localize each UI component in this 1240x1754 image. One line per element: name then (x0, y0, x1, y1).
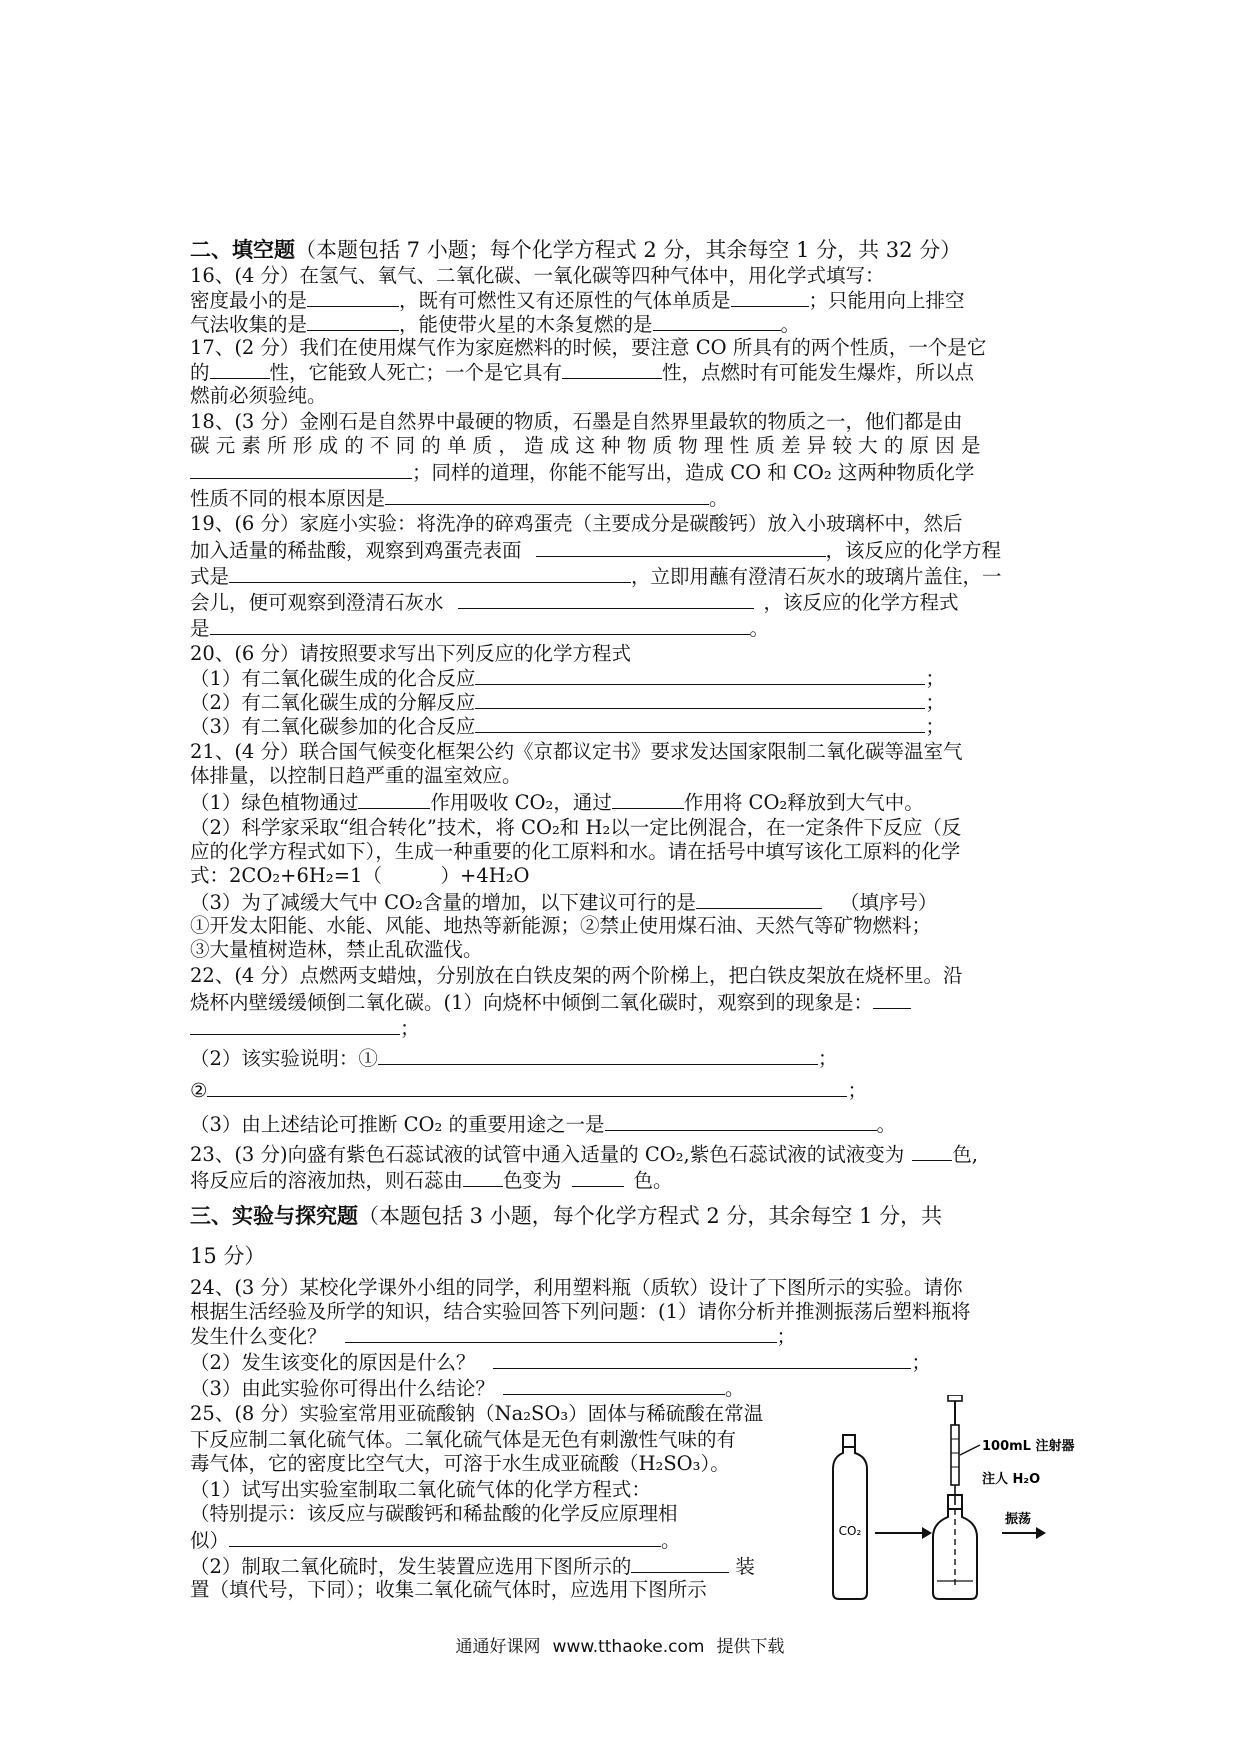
q17-line1: 17、(2 分）我们在使用煤气作为家庭燃料的时候，要注意 CO 所具有的两个性质，一个是它 (190, 336, 987, 359)
q20-item2-text: （2）有二氧化碳生成的分解反应 (190, 691, 476, 714)
q20-item2 (190, 690, 945, 715)
q23-text-e: 色。 (633, 1169, 673, 1192)
q19-line1: 19、(6 分）家庭小实验：将洗净的碎鸡蛋壳（主要成分是碳酸钙）放入小玻璃杯中，然后 (190, 512, 963, 535)
q25-line7 (190, 1554, 755, 1579)
q24-line4 (190, 1350, 931, 1375)
section-3-title: 三、实验与探究题 (190, 1204, 358, 1228)
q22-blank-1[interactable] (873, 990, 911, 1009)
q19-text-e: 会儿，便可观察到澄清石灰水 (190, 591, 444, 614)
q17-line3: 燃前必须验纯。 (190, 384, 327, 407)
q23-line2 (190, 1168, 673, 1193)
q23-line1 (190, 1142, 978, 1167)
q25-line8: 置（填代号，下同）；收集二氧化硫气体时，应选用下图所示 (190, 1578, 707, 1601)
q25-line2: 下反应制二氧化硫气体。二氧化硫气体是无色有刺激性气味的有 (190, 1428, 737, 1451)
q24-dot: 。 (724, 1377, 745, 1400)
arrow-icon (875, 1527, 932, 1539)
q22-line4 (190, 1046, 837, 1071)
q16-line1: 16、(4 分）在氢气、氧气、二氧化碳、一氧化碳等四种气体中，用化学式填写： (190, 264, 885, 287)
q20-item1 (190, 666, 945, 691)
section-2-header (190, 238, 961, 262)
q16-blank-4[interactable] (653, 312, 781, 331)
q22-line6 (190, 1112, 896, 1137)
q25-text-b: 。 (661, 1529, 681, 1552)
q16-blank-3[interactable] (307, 312, 399, 331)
q24-blank-2[interactable] (493, 1350, 911, 1369)
q22-line5 (190, 1078, 867, 1103)
experiment-figure (830, 1395, 1090, 1605)
q19-text-c: 式是 (190, 565, 230, 588)
q22-text-e: 。 (876, 1113, 897, 1136)
q17-line2 (190, 360, 974, 385)
water-label: 注人 H₂O (982, 1472, 1041, 1487)
q19-line2 (190, 538, 1001, 563)
q23-text-b: 色, (952, 1143, 978, 1166)
q18-blank-2[interactable] (385, 486, 709, 505)
q25-line1: 25、(8 分）实验室常用亚硫酸钠（Na₂SO₃）固体与稀硫酸在常温 (190, 1402, 764, 1425)
q20-item3-text: （3）有二氧化碳参加的化合反应 (190, 715, 476, 738)
q16-line3 (190, 312, 800, 337)
q19-text-b: ，该反应的化学方程 (825, 539, 1002, 562)
q23-text-a: 23、(3 分)向盛有紫色石蕊试液的试管中通入适量的 CO₂,紫色石蕊试液的试液变为 (190, 1143, 905, 1166)
q22-semi-3: ； (847, 1079, 867, 1102)
q21-text-c: 作用将 CO₂释放到大气中。 (683, 791, 924, 814)
q18-line4 (190, 486, 729, 511)
q21-line6: 式：2CO₂+6H₂=1（ ）+4H₂O (190, 864, 530, 887)
q24-line1: 24、(3 分）某校化学课外小组的同学，利用塑料瓶（质软）设计了下图所示的实验。请你 (190, 1276, 963, 1299)
q22-blank-4[interactable] (605, 1112, 877, 1131)
q21-line3 (190, 790, 924, 815)
shake-label: 振荡 (1005, 1512, 1032, 1527)
q22-text-c: ② (190, 1079, 208, 1102)
q21-text-d: （3）为了减缓大气中 CO₂含量的增加，以下建议可行的是 (190, 891, 696, 914)
q18-line2: 碳 元 素 所 形 成 的 不 同 的 单 质 ， 造 成 这 种 物 质 物 理 性 质 差 异 较 大 的 原 因 是 (190, 434, 981, 457)
q20-item3 (190, 714, 945, 739)
q18-text-b: 性质不同的根本原因是 (190, 487, 386, 510)
q16-text-f: 。 (780, 313, 801, 336)
footer-site: 通通好课网 (455, 1637, 541, 1657)
q24-line3 (190, 1324, 796, 1349)
q18-line1: 18、(3 分）金刚石是自然界中最硬的物质，石墨是自然界里最软的物质之一，他们都是由 (190, 410, 963, 433)
q21-line7 (190, 890, 937, 915)
q16-blank-1[interactable] (307, 288, 399, 307)
q22-semi-2: ； (817, 1047, 838, 1070)
footer-url[interactable]: www.tthaoke.com (552, 1637, 705, 1657)
section-2-title: 二、填空题 (190, 238, 295, 262)
q22-semi-1: ； (400, 1017, 420, 1040)
q21-blank-2[interactable] (612, 790, 684, 809)
q24-blank-3[interactable] (503, 1376, 725, 1395)
footer-suffix: 提供下载 (716, 1637, 785, 1657)
q25-text-d: 装 (735, 1555, 755, 1578)
q20-item1-text: （1）有二氧化碳生成的化合反应 (190, 667, 476, 690)
q21-text-b: 作用吸收 CO₂，通过 (430, 791, 612, 814)
q19-blank-3[interactable] (458, 590, 754, 609)
q18-text-a: ；同样的道理，你能不能写出，造成 CO 和 CO₂ 这两种物质化学 (412, 461, 975, 484)
q22-text-a: 烧杯内壁缓缓倾倒二氧化碳。(1）向烧杯中倾倒二氧化碳时，观察到的现象是： (190, 991, 874, 1014)
q16-text-b: ，既有可燃性又有还原性的气体单质是 (399, 289, 731, 312)
q21-blank-1[interactable] (358, 790, 430, 809)
q24-text-a: 发生什么变化？ (190, 1325, 327, 1348)
q17-text-a: 的 (190, 361, 210, 384)
section-3-note: （本题包括 3 小题，每个化学方程式 2 分，其余每空 1 分，共 (358, 1204, 943, 1228)
q16-text-d: 气法收集的是 (190, 313, 308, 336)
q20-semi-1: ； (925, 667, 945, 690)
q16-text-a: 密度最小的是 (190, 289, 308, 312)
co2-bottle (833, 1435, 867, 1599)
section-3-header (190, 1204, 942, 1228)
section-3-note-cont: 15 分） (190, 1244, 266, 1268)
q20-blank-1[interactable] (475, 666, 925, 685)
q25-text-a: 似） (190, 1529, 230, 1552)
q17-blank-2[interactable] (562, 360, 662, 379)
q16-text-e: ，能使带火星的木条复燃的是 (399, 313, 653, 336)
q25-line3: 毒气体，它的密度比空气大，可溶于水生成亚硫酸（H₂SO₃）。 (190, 1452, 730, 1475)
q21-text-e: （填序号） (839, 891, 938, 914)
q24-semi-2: ； (911, 1351, 931, 1374)
q16-text-c: ；只能用向上排空 (808, 289, 965, 312)
q21-line5: 应的化学方程式如下），生成一种重要的化工原料和水。请在括号中填写该化工原料的化学 (190, 840, 961, 863)
q25-line5: （特别提示：该反应与碳酸钙和稀盐酸的化学反应原理相 (190, 1502, 678, 1525)
q19-line3 (190, 564, 1002, 589)
q22-blank-2[interactable] (378, 1046, 818, 1065)
q23-text-d: 色变为 (503, 1169, 562, 1192)
q24-blank-1[interactable] (345, 1324, 777, 1343)
q22-line2 (190, 990, 911, 1015)
q17-text-b: 性，它能致人死亡；一个是它具有 (269, 361, 563, 384)
q24-line5 (190, 1376, 744, 1401)
q25-blank-2[interactable] (631, 1554, 729, 1573)
q19-blank-2[interactable] (229, 564, 631, 583)
q18-line3 (190, 460, 974, 485)
bottle-with-syringe (933, 1395, 977, 1599)
q20-semi-3: ； (925, 715, 945, 738)
q21-line8: ①开发太阳能、水能、风能、地热等新能源；②禁止使用煤石油、天然气等矿物燃料； (190, 914, 932, 937)
q24-text-c: （3）由此实验你可得出什么结论？ (190, 1377, 495, 1400)
q22-line1: 22、(4 分）点燃两支蜡烛，分别放在白铁皮架的两个阶梯上，把白铁皮架放在烧杯里。沿 (190, 964, 963, 987)
q19-text-f: ，该反应的化学方程式 (763, 591, 959, 614)
q22-blank-3[interactable] (207, 1078, 847, 1097)
q25-line4: （1）试写出实验室制取二氧化硫气体的化学方程式： (190, 1478, 651, 1501)
q24-line2: 根据生活经验及所学的知识，结合实验回答下列问题：(1）请你分析并推测振荡后塑料瓶将 (190, 1300, 971, 1323)
q24-semi-1: ； (776, 1325, 797, 1348)
q23-text-c: 将反应后的溶液加热，则石蕊由 (190, 1169, 464, 1192)
q23-blank-1[interactable] (912, 1142, 952, 1161)
q19-text-h: 。 (749, 617, 770, 640)
q22-blank-1b[interactable] (190, 1016, 400, 1035)
q22-text-b: （2）该实验说明：① (190, 1047, 378, 1070)
q19-blank-1[interactable] (536, 538, 826, 557)
q19-line4 (190, 590, 959, 615)
page-footer (0, 1632, 1240, 1657)
syringe-label: 100mL 注射器 (982, 1439, 1075, 1454)
q23-blank-3[interactable] (572, 1168, 624, 1187)
q17-blank-1[interactable] (210, 360, 270, 379)
q22-line3 (190, 1016, 420, 1041)
q16-blank-2[interactable] (731, 288, 809, 307)
q21-line9: ③大量植树造林，禁止乱砍滥伐。 (190, 938, 483, 961)
shake-arrow-icon (1002, 1527, 1046, 1539)
q20-blank-3[interactable] (475, 714, 925, 733)
q16-line2 (190, 288, 965, 313)
q20-blank-2[interactable] (475, 690, 925, 709)
bottle-label: CO₂ (838, 1524, 862, 1538)
q19-line5 (190, 616, 769, 641)
q19-text-a: 加入适量的稀盐酸，观察到鸡蛋壳表面 (190, 539, 522, 562)
q21-text-a: （1）绿色植物通过 (190, 791, 359, 814)
q21-blank-3[interactable] (696, 890, 822, 909)
q18-text-c: 。 (709, 487, 729, 510)
q23-blank-2[interactable] (463, 1168, 503, 1187)
q18-blank-1[interactable] (190, 460, 412, 479)
q24-text-b: （2）发生该变化的原因是什么？ (190, 1351, 476, 1374)
q20-semi-2: ； (925, 691, 945, 714)
section-2-note: （本题包括 7 小题；每个化学方程式 2 分，其余每空 1 分，共 32 分） (295, 238, 962, 262)
q19-text-g: 是 (190, 617, 210, 640)
q25-text-c: （2）制取二氧化硫时，发生装置应选用下图所示的 (190, 1555, 632, 1578)
q19-blank-4[interactable] (210, 616, 750, 635)
q25-line6 (190, 1528, 681, 1553)
q21-line4: （2）科学家采取“组合转化”技术，将 CO₂和 H₂以一定比例混合，在一定条件下反应（反 (190, 816, 962, 839)
q20-line1: 20、(6 分）请按照要求写出下列反应的化学方程式 (190, 642, 632, 665)
q25-blank-1[interactable] (229, 1528, 661, 1547)
q19-text-d: ，立即用蘸有澄清石灰水的玻璃片盖住，一 (631, 565, 1002, 588)
q21-line2: 体排量，以控制日趋严重的温室效应。 (190, 764, 522, 787)
q22-text-d: （3）由上述结论可推断 CO₂ 的重要用途之一是 (190, 1113, 605, 1136)
q21-line1: 21、(4 分）联合国气候变化框架公约《京都议定书》要求发达国家限制二氧化碳等温室气 (190, 740, 963, 763)
q17-text-c: 性，点燃时有可能发生爆炸，所以点 (662, 361, 975, 384)
